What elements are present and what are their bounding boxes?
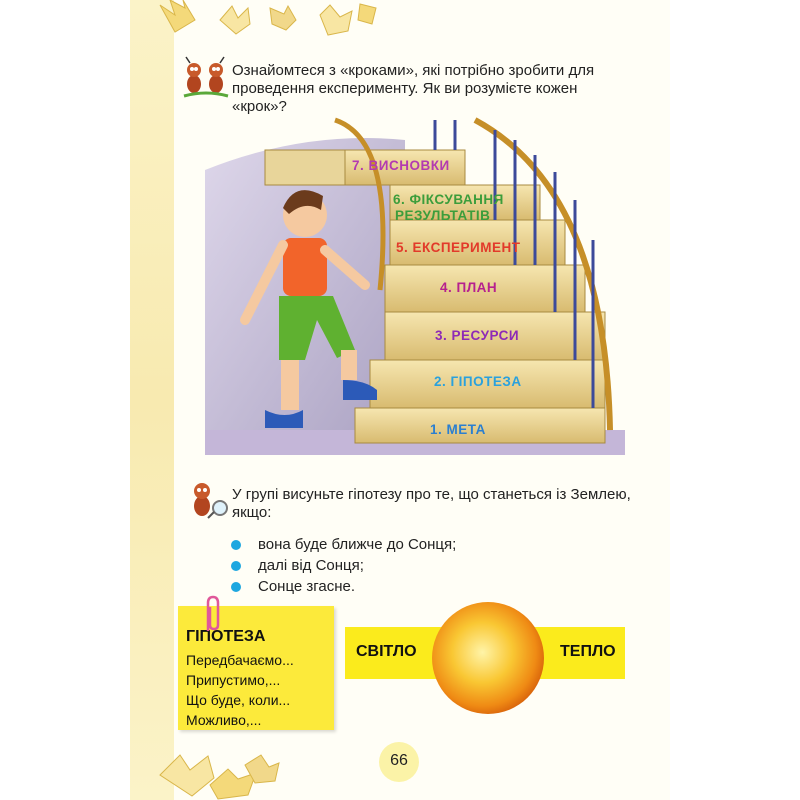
step-2-label: 2. ГІПОТЕЗА (434, 374, 522, 389)
step-5-label: 5. ЕКСПЕРИМЕНТ (396, 240, 521, 255)
ant-characters-icon (180, 56, 232, 100)
list-item: Сонце згасне. (228, 576, 456, 597)
bullet-icon (231, 582, 241, 592)
bullet-icon (231, 540, 241, 550)
note-line: Передбачаємо... (186, 652, 294, 668)
step-6-label-line1: 6. ФІКСУВАННЯ (393, 192, 504, 207)
step-7-label: 7. ВИСНОВКИ (352, 158, 450, 173)
note-line: Припустимо,... (186, 672, 281, 688)
note-line: Можливо,... (186, 712, 262, 728)
sun-icon (430, 600, 546, 716)
list-item: вона буде ближче до Сонця; (228, 534, 456, 555)
autumn-leaves-decoration (150, 0, 390, 50)
heat-label: ТЕПЛО (560, 643, 616, 660)
note-title: ГІПОТЕЗА (186, 628, 266, 645)
note-line: Що буде, коли... (186, 692, 291, 708)
leaf-border (130, 0, 174, 800)
ant-with-magnifier-icon (180, 478, 232, 522)
step-3-label: 3. РЕСУРСИ (435, 328, 520, 343)
step-4-label: 4. ПЛАН (440, 280, 498, 295)
paperclip-icon (200, 595, 226, 635)
page-number: 66 (390, 752, 408, 769)
hypothesis-conditions-list (228, 534, 456, 597)
intro-instruction: Ознайомтеся з «кроками», які потрібно зробити для проведення експерименту. Як ви розумієте кожен «крок»? (232, 62, 595, 115)
autumn-leaves-decoration-bottom (150, 735, 290, 800)
step-6-label-line2: РЕЗУЛЬТАТІВ (395, 208, 491, 223)
step-1-label: 1. МЕТА (430, 422, 486, 437)
bullet-icon (231, 561, 241, 571)
light-label: СВІТЛО (356, 643, 417, 660)
list-item: далі від Сонця; (228, 555, 456, 576)
group-task-instruction: У групі висуньте гіпотезу про те, що станеться із Землею, якщо: (232, 486, 631, 521)
